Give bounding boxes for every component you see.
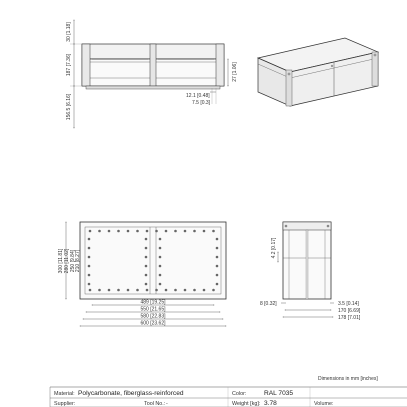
- side-view: [260, 222, 361, 321]
- screw-hole: [212, 230, 215, 233]
- screw-hole: [212, 289, 215, 292]
- iso-view: [258, 38, 378, 106]
- screw-hole: [145, 238, 148, 241]
- screw-hole: [127, 289, 130, 292]
- screw-hole: [89, 289, 92, 292]
- dim-front-580: 580 [22.83]: [140, 313, 166, 320]
- screw-hole: [193, 289, 196, 292]
- screw-hole: [108, 230, 111, 233]
- screw-hole: [159, 256, 162, 259]
- material-label: Material:: [54, 391, 75, 397]
- screw-hole: [203, 230, 206, 233]
- screw-hole: [145, 256, 148, 259]
- screw-hole: [165, 289, 168, 292]
- screw-hole: [88, 283, 91, 286]
- weight-value: 3.78: [264, 400, 277, 407]
- screw-hole: [98, 289, 101, 292]
- screw-hole: [216, 238, 219, 241]
- volume-label: Volume:: [314, 401, 334, 407]
- dim-front-489: 489 [19.25]: [140, 299, 166, 306]
- screw-hole: [174, 230, 177, 233]
- dim-front-550: 550 [21.65]: [140, 306, 166, 313]
- screw-hole: [159, 265, 162, 268]
- units-note: Dimensions in mm [inches]: [318, 376, 378, 382]
- dim-front-250: 250 [9.84]: [70, 249, 76, 273]
- screw-hole: [174, 289, 177, 292]
- screw-hole: [145, 247, 148, 250]
- screw-hole: [145, 265, 148, 268]
- screw-hole: [216, 256, 219, 259]
- screw-hole: [203, 289, 206, 292]
- screw-hole: [88, 256, 91, 259]
- color-label: Color:: [232, 391, 247, 397]
- screw-hole: [145, 283, 148, 286]
- dim-side-3: 3.5 [0.14]: [338, 301, 359, 307]
- dim-offset-12: 12.1 [0.48]: [186, 93, 210, 99]
- front-view: [58, 222, 226, 327]
- screw-hole: [216, 247, 219, 250]
- screw-hole: [193, 230, 196, 233]
- screw-hole: [88, 238, 91, 241]
- screw-hole: [159, 247, 162, 250]
- dim-top-156: 156.5 [6.16]: [66, 93, 72, 121]
- dim-front-300: 300 [11.81]: [58, 248, 64, 274]
- screw-hole: [88, 247, 91, 250]
- screw-hole: [108, 289, 111, 292]
- screw-hole: [136, 289, 139, 292]
- screw-hole: [159, 274, 162, 277]
- screw-hole: [146, 289, 149, 292]
- screw-hole: [165, 230, 168, 233]
- dim-side-8: 8 [0.32]: [260, 301, 277, 307]
- dim-top-187: 187 [7.36]: [66, 53, 72, 77]
- weight-label: Weight [kg]:: [232, 401, 261, 407]
- screw-hole: [98, 230, 101, 233]
- screw-hole: [159, 238, 162, 241]
- dim-top-30: 30 [1.18]: [66, 22, 72, 42]
- dim-front-600: 600 [23.62]: [140, 320, 166, 327]
- tool-value: -: [166, 401, 168, 407]
- dim-front-210: 210 [8.27]: [75, 249, 81, 273]
- dim-offset-7: 7.5 [0.3]: [192, 100, 211, 106]
- title-block: [50, 387, 407, 407]
- dim-side-178: 178 [7.01]: [338, 315, 361, 321]
- screw-hole: [117, 230, 120, 233]
- dim-height-27: 27 [1.06]: [232, 62, 238, 82]
- screw-hole: [159, 283, 162, 286]
- screw-hole: [216, 274, 219, 277]
- top-view: [66, 20, 238, 128]
- screw-hole: [88, 274, 91, 277]
- screw-hole: [184, 230, 187, 233]
- screw-hole: [88, 265, 91, 268]
- screw-hole: [155, 289, 158, 292]
- screw-hole: [184, 289, 187, 292]
- screw-hole: [155, 230, 158, 233]
- tool-label: Tool No.:: [144, 401, 166, 407]
- screw-hole: [216, 265, 219, 268]
- dim-side-4: 4.2 [0.17]: [271, 237, 277, 259]
- dim-side-170: 170 [6.69]: [338, 308, 361, 314]
- screw-hole: [145, 274, 148, 277]
- screw-hole: [117, 289, 120, 292]
- material-value: Polycarbonate, fiberglass-reinforced: [78, 390, 184, 397]
- screw-hole: [136, 230, 139, 233]
- color-value: RAL 7035: [264, 390, 294, 397]
- dim-front-280: 280 [11.02]: [64, 248, 70, 274]
- screw-hole: [146, 230, 149, 233]
- screw-hole: [89, 230, 92, 233]
- screw-hole: [216, 283, 219, 286]
- screw-hole: [127, 230, 130, 233]
- supplier-label: Supplier:: [54, 401, 76, 407]
